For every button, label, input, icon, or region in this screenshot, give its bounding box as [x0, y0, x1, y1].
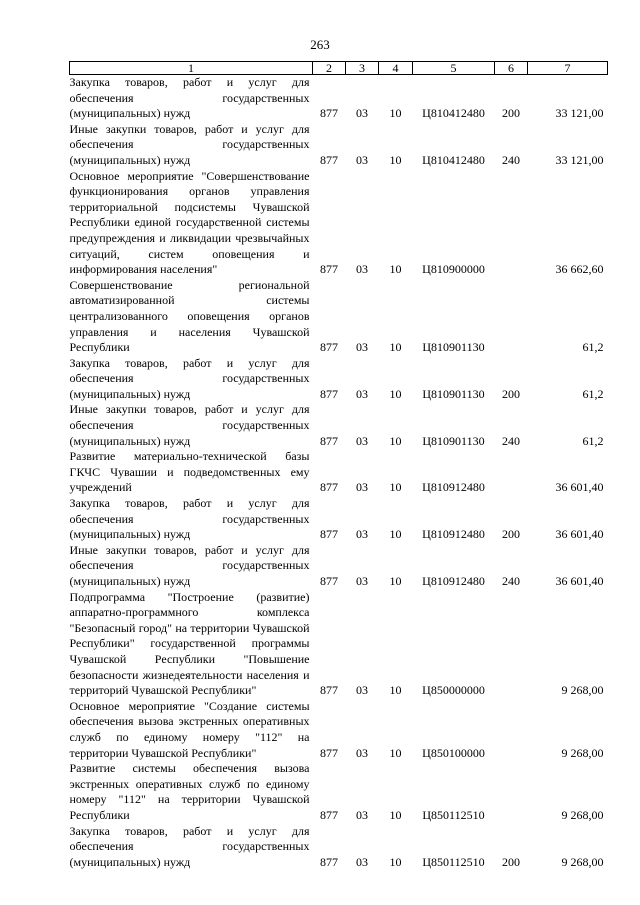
row-col-2: 877 — [320, 574, 338, 588]
row-col-3: 03 — [356, 386, 368, 401]
row-col-4: 10 — [389, 854, 402, 869]
row-amount: 33 121,00 — [555, 106, 604, 121]
row-col-5: Ц850112510 — [422, 807, 485, 822]
row-amount: 36 601,40 — [555, 574, 604, 588]
table-row — [70, 543, 608, 590]
row-col-2: 877 — [320, 807, 338, 822]
row-name: Основное мероприятие "Совершенствование функционирования органов управления территориальной подсистемы Чувашской Республики единой государственной системы предупреждения и ликвидации чрезвычайных ситуаций, систем оповещения и информирования населения" — [69, 168, 310, 277]
row-col-5: Ц810900000 — [422, 262, 485, 277]
row-name: Подпрограмма "Построение (развитие) аппаратно-программного комплекса "Безопасный город" на территории Чувашской Республики" государственной программы Чувашской Республики "Повышение безопасности жизнедеятельности населения и территорий Чувашской Республики" — [69, 589, 310, 698]
row-col-4: 10 — [389, 433, 402, 448]
row-col-4: 10 — [389, 574, 402, 588]
row-col-4: 10 — [389, 106, 402, 121]
table-row — [70, 761, 608, 823]
table-body — [70, 75, 608, 871]
row-col-3: 03 — [356, 480, 368, 495]
row-name: Иные закупки товаров, работ и услуг для обеспечения государственных (муниципальных) нужд — [69, 542, 310, 588]
row-col-4: 10 — [389, 527, 402, 542]
row-col-3: 03 — [356, 574, 368, 588]
row-name: Иные закупки товаров, работ и услуг для обеспечения государственных (муниципальных) нужд — [69, 121, 310, 167]
table-row — [70, 449, 608, 496]
budget-table — [69, 61, 608, 870]
row-col-3: 03 — [356, 340, 368, 355]
page-number: 263 — [310, 37, 330, 52]
row-col-3: 03 — [356, 262, 368, 277]
row-name: Закупка товаров, работ и услуг для обеспечения государственных (муниципальных) нужд — [69, 75, 310, 121]
row-col-5: Ц850000000 — [422, 683, 485, 698]
table-row — [70, 169, 608, 278]
row-col-2: 877 — [320, 152, 338, 167]
header-row — [70, 62, 608, 75]
row-col-6: 200 — [502, 106, 520, 121]
row-col-4: 10 — [389, 745, 402, 760]
row-col-4: 10 — [389, 262, 402, 277]
row-name: Основное мероприятие "Создание системы обеспечения вызова экстренных оперативных служб по единому номеру "112" на территории Чувашской Республики" — [69, 698, 310, 760]
row-col-2: 877 — [320, 854, 338, 869]
row-col-3: 03 — [356, 807, 368, 822]
row-col-3: 03 — [356, 433, 368, 448]
row-amount: 9 268,00 — [561, 683, 604, 698]
row-amount: 61,2 — [582, 386, 604, 401]
table-header — [70, 62, 608, 75]
row-col-5: Ц810901130 — [422, 386, 485, 401]
table-row — [70, 824, 608, 871]
row-col-4: 10 — [389, 807, 402, 822]
row-name: Совершенствование региональной автоматизированной системы централизованного оповещения органов управления и населения Чувашской Республики — [69, 277, 310, 355]
row-col-5: Ц810912480 — [422, 480, 485, 495]
table-row — [70, 356, 608, 403]
row-col-5: Ц810901130 — [422, 433, 485, 448]
row-name: Развитие материально-технической базы ГКЧС Чувашии и подведомственных ему учреждений — [69, 449, 310, 495]
row-amount: 9 268,00 — [561, 807, 604, 822]
row-col-2: 877 — [320, 262, 338, 277]
row-col-2: 877 — [320, 480, 338, 495]
row-amount: 9 268,00 — [561, 854, 604, 869]
row-col-2: 877 — [320, 527, 338, 542]
row-col-5: Ц810412480 — [422, 106, 485, 121]
row-col-6 — [495, 761, 528, 823]
row-name: Закупка товаров, работ и услуг для обеспечения государственных (муниципальных) нужд — [69, 496, 310, 542]
row-amount: 61,2 — [582, 340, 604, 355]
table-row — [70, 699, 608, 761]
row-name: Развитие системы обеспечения вызова экстренных оперативных служб по единому номеру "112" на территории Чувашской Республики — [69, 761, 310, 822]
row-col-6 — [495, 699, 528, 761]
row-amount: 36 601,40 — [555, 527, 604, 542]
header-col-1: 1 — [70, 62, 313, 75]
row-col-2: 877 — [320, 683, 338, 698]
row-col-3: 03 — [356, 527, 368, 542]
header-col-4: 4 — [379, 62, 413, 75]
table-row — [70, 122, 608, 169]
header-col-2: 2 — [313, 62, 346, 75]
table-row — [70, 278, 608, 356]
row-col-5: Ц810912480 — [422, 574, 485, 588]
header-col-5: 5 — [413, 62, 495, 75]
row-col-6: 240 — [502, 433, 520, 448]
row-col-2: 877 — [320, 106, 338, 121]
header-col-3: 3 — [346, 62, 379, 75]
row-amount: 61,2 — [582, 433, 604, 448]
row-col-3: 03 — [356, 745, 368, 760]
row-col-4: 10 — [389, 152, 402, 167]
row-col-6 — [495, 590, 528, 699]
header-col-7: 7 — [528, 62, 608, 75]
row-amount: 36 601,40 — [555, 480, 604, 495]
row-col-4: 10 — [389, 480, 402, 495]
table-row — [70, 496, 608, 543]
row-amount: 36 662,60 — [555, 262, 604, 277]
row-col-2: 877 — [320, 340, 338, 355]
row-col-4: 10 — [389, 683, 402, 698]
row-col-5: Ц810912480 — [422, 527, 485, 542]
row-col-5: Ц810412480 — [422, 152, 485, 167]
row-col-5: Ц850112510 — [422, 854, 485, 869]
row-col-4: 10 — [389, 340, 402, 355]
row-col-6: 240 — [502, 574, 520, 588]
row-col-2: 877 — [320, 433, 338, 448]
row-col-6 — [495, 449, 528, 496]
table-row — [70, 590, 608, 699]
row-col-6: 240 — [502, 152, 520, 167]
row-amount: 33 121,00 — [555, 152, 604, 167]
row-col-3: 03 — [356, 854, 368, 869]
row-col-2: 877 — [320, 745, 338, 760]
row-name: Закупка товаров, работ и услуг для обеспечения государственных (муниципальных) нужд — [69, 823, 310, 869]
row-name: Иные закупки товаров, работ и услуг для обеспечения государственных (муниципальных) нужд — [69, 402, 310, 448]
row-name: Закупка товаров, работ и услуг для обеспечения государственных (муниципальных) нужд — [69, 355, 310, 401]
row-amount: 9 268,00 — [561, 745, 604, 760]
row-col-6: 200 — [502, 854, 520, 869]
row-col-6: 200 — [502, 386, 520, 401]
row-col-3: 03 — [356, 152, 368, 167]
row-col-3: 03 — [356, 683, 368, 698]
row-col-5: Ц850100000 — [422, 745, 485, 760]
table-row — [70, 402, 608, 449]
row-col-2: 877 — [320, 386, 338, 401]
row-col-6: 200 — [502, 527, 520, 542]
row-col-3: 03 — [356, 106, 368, 121]
header-col-6: 6 — [495, 62, 528, 75]
row-col-5: Ц810901130 — [422, 340, 485, 355]
row-col-4: 10 — [389, 386, 402, 401]
row-col-6 — [495, 169, 528, 278]
table-row — [70, 75, 608, 122]
row-col-6 — [495, 278, 528, 356]
